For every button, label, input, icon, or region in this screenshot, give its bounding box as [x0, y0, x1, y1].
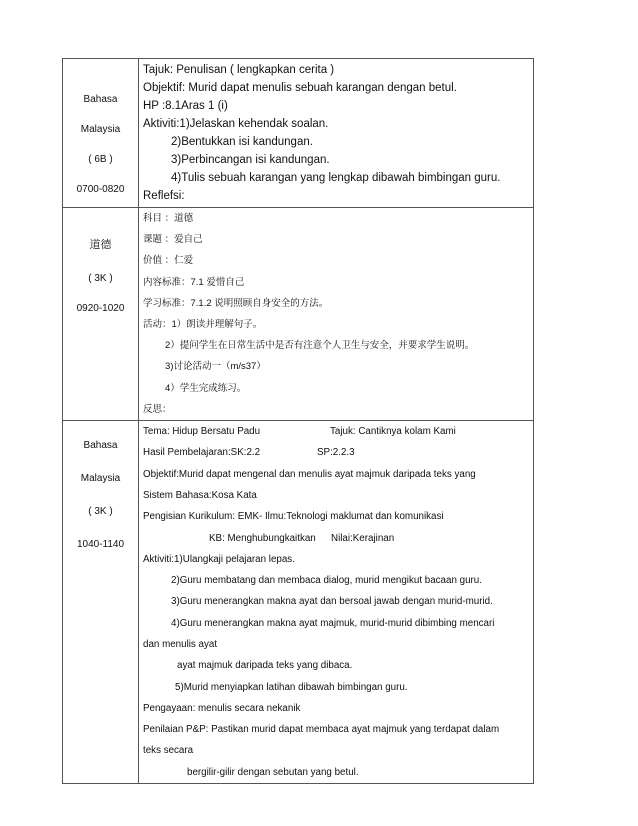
- activity-step: 2）提问学生在日常生活中是否有注意个人卫生与安全，并要求学生说明。: [165, 340, 475, 352]
- subject-name: Bahasa: [83, 94, 118, 105]
- aktiviti-step: 4)Tulis sebuah karangan yang lengkap dibawah bimbingan guru.: [171, 172, 501, 184]
- activity-step: 3)讨论活动一（m/s37）: [165, 361, 266, 373]
- content-cell: [139, 59, 534, 208]
- lesson-row-bm-3k: [63, 421, 534, 784]
- subject-cell: [63, 59, 139, 208]
- refleksi-line: Reflefsi:: [143, 190, 185, 202]
- objektif-line: Objektif:Murid dapat mengenal dan menulis ayat majmuk daripada teks yang: [143, 468, 476, 480]
- subject-cell: [63, 421, 139, 784]
- content-standard-line: 内容标准：7.1 爱惜自己: [143, 276, 245, 288]
- sp-text: SP:2.2.3: [317, 447, 355, 459]
- lesson-row-moral-3k: [63, 208, 534, 421]
- aktiviti-step-cont: dan menulis ayat: [143, 639, 218, 650]
- aktiviti-step: 3)Perbincangan isi kandungan.: [171, 154, 330, 166]
- subject-cell: [63, 208, 139, 421]
- subject-name: Malaysia: [80, 124, 121, 135]
- subject-name: 道德: [89, 239, 112, 251]
- aktiviti-step: 2)Guru membatang dan membaca dialog, murid mengikut bacaan guru.: [171, 575, 482, 587]
- subject-name: Bahasa: [83, 440, 118, 452]
- tema-line: [143, 421, 533, 442]
- pengayaan-line: Pengayaan: menulis secara nekanik: [143, 702, 301, 714]
- aktiviti-line: Aktiviti:1)Ulangkaji pelajaran lepas.: [143, 553, 295, 565]
- hp-line: HP :8.1Aras 1 (i): [143, 100, 228, 112]
- penilaian-line: bergilir-gilir dengan sebutan yang betul.: [187, 766, 359, 778]
- tajuk-text: Tajuk: Cantiknya kolam Kami: [330, 426, 456, 438]
- penilaian-line: Penilaian P&P: Pastikan murid dapat membaca ayat majmuk yang terdapat dalam: [143, 724, 500, 736]
- tema-text: Tema: Hidup Bersatu Padu: [143, 426, 261, 438]
- activity-step: 4）学生完成练习。: [165, 382, 247, 394]
- sistem-bahasa-line: Sistem Bahasa:Kosa Kata: [143, 489, 257, 501]
- class-label: ( 3K ): [88, 273, 113, 284]
- learning-standard-line: 学习标准：7.1.2 说明照顾自身安全的方法。: [143, 297, 329, 309]
- penilaian-line: teks secara: [143, 745, 194, 757]
- hasil-line: [143, 442, 533, 463]
- aktiviti-step: 4)Guru menerangkan makna ayat majmuk, murid-murid dibimbing mencari: [171, 617, 495, 629]
- kb-text: KB: Menghubungkaitkan: [209, 532, 316, 544]
- time-slot: 0700-0820: [76, 184, 125, 195]
- aktiviti-line: Aktiviti:1)Jelaskan kehendak soalan.: [143, 118, 329, 130]
- tajuk-line: Tajuk: Penulisan ( lengkapkan cerita ): [143, 64, 335, 76]
- nilai-text: Nilai:Kerajinan: [331, 532, 395, 544]
- topic-line: 课题 ：爱自己: [143, 234, 203, 246]
- aktiviti-step-cont: ayat majmuk daripada teks yang dibaca.: [177, 660, 353, 672]
- class-label: ( 3K ): [88, 506, 113, 518]
- reflection-line: 反思：: [143, 403, 172, 415]
- lesson-row-bm-6b: [63, 59, 534, 208]
- value-line: 价值 ：仁爱: [143, 255, 194, 267]
- hasil-text: Hasil Pembelajaran:SK:2.2: [143, 447, 261, 459]
- content-cell: [139, 208, 534, 421]
- activity-line: 活动：1）朗读并理解句子。: [143, 319, 263, 331]
- pengisian-line: Pengisian Kurikulum: EMK- Ilmu:Teknologi maklumat dan komunikasi: [143, 511, 444, 523]
- class-label: ( 6B ): [88, 154, 113, 165]
- aktiviti-step: 3)Guru menerangkan makna ayat dan bersoal jawab dengan murid-murid.: [171, 596, 493, 608]
- kb-line: [143, 528, 533, 549]
- subject-name: Malaysia: [80, 473, 121, 485]
- lesson-plan-table: [62, 58, 534, 784]
- aktiviti-step: 2)Bentukkan isi kandungan.: [171, 136, 313, 148]
- time-slot: 1040-1140: [76, 539, 125, 551]
- content-cell: [139, 421, 534, 784]
- subject-line: 科目 ：道德: [143, 213, 194, 224]
- aktiviti-step: 5)Murid menyiapkan latihan dibawah bimbingan guru.: [175, 681, 408, 693]
- objektif-line: Objektif: Murid dapat menulis sebuah karangan dengan betul.: [143, 82, 457, 94]
- time-slot: 0920-1020: [76, 303, 125, 314]
